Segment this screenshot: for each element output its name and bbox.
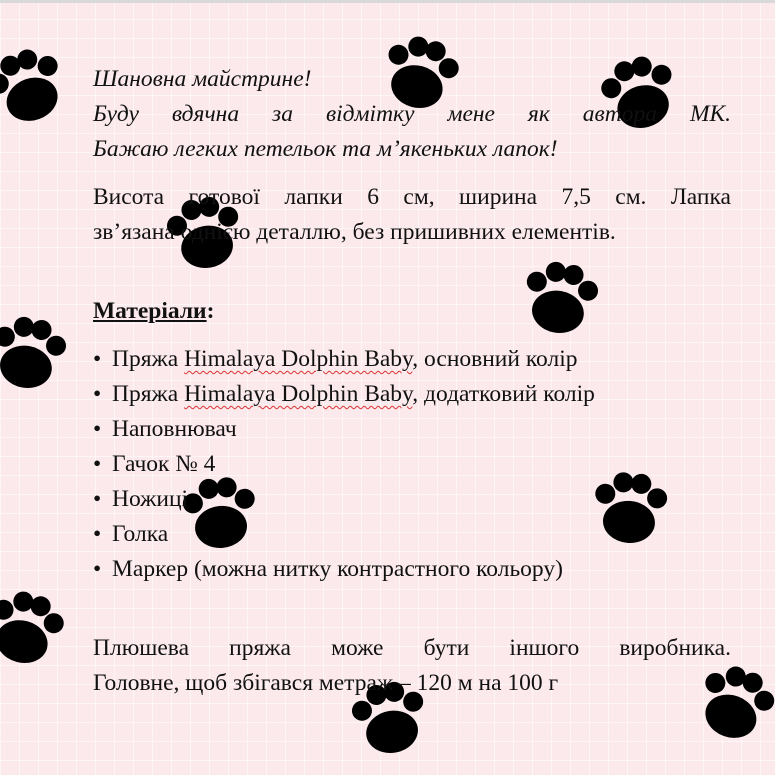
list-item: • Гачок № 4 [93, 447, 731, 482]
bullet-icon: • [93, 381, 102, 407]
bullet-icon: • [93, 521, 102, 547]
bullet-icon: • [93, 451, 102, 477]
yarn-brand: Himalaya Dolphin Baby [184, 381, 413, 407]
paw-icon [0, 41, 73, 131]
bullet-icon: • [93, 486, 102, 512]
yarn-note [93, 631, 731, 701]
description-line: Висота готової лапки 6 см, ширина 7,5 см. Лапка [93, 184, 731, 210]
document-body [93, 62, 731, 701]
bullet-icon: • [93, 416, 102, 442]
materials-heading: Матеріали: [93, 298, 215, 324]
paw-icon [0, 585, 69, 671]
note-line: Головне, щоб збігався метраж – 120 м на 100 г [93, 670, 559, 696]
bullet-icon: • [93, 346, 102, 372]
list-item: • Ножиці [93, 482, 731, 517]
materials-list [93, 342, 731, 587]
yarn-brand: Himalaya Dolphin Baby [184, 346, 413, 372]
list-item: • Пряжа Himalaya Dolphin Baby, додатковий колір [93, 377, 731, 412]
bullet-icon: • [93, 556, 102, 582]
note-line: Плюшева пряжа може бути іншого виробника. [93, 635, 731, 661]
list-item: • Наповнювач [93, 412, 731, 447]
description-line: зв’язана однією деталлю, без пришивних елементів. [93, 219, 616, 245]
paw-icon [0, 312, 70, 393]
list-item: • Пряжа Himalaya Dolphin Baby, основний колір [93, 342, 731, 377]
greeting-line: Бажаю легких петельок та м’якеньких лапок! [93, 136, 558, 162]
greeting [93, 62, 731, 167]
description [93, 180, 731, 250]
greeting-line: Шановна майстрине! [93, 66, 312, 92]
materials-heading-text: Матеріали [93, 298, 207, 324]
greeting-line: Буду вдячна за відмітку мене як автора МК. [93, 101, 731, 127]
list-item: • Маркер (можна нитку контрастного кольору) [93, 552, 731, 587]
list-item: • Голка [93, 517, 731, 552]
